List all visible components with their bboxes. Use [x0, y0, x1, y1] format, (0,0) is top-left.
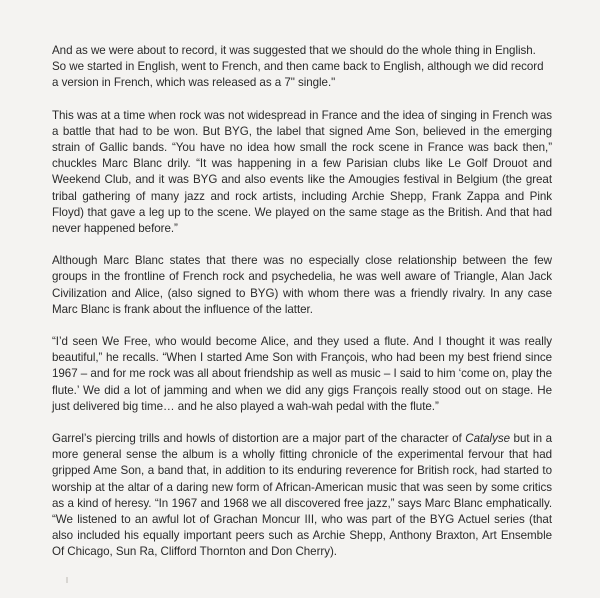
paragraph-flute-quote: “I’d seen We Free, who would become Alice, and they used a flute. And I thought it was really beautiful,” he recalls. “When I started Ame Son with François, who had been my best friend since 1967 – and for me rock was all about friendship as well as music – I said to him ‘come on, play the flute.’ We did a lot of jamming and when we did any gigs François really stood out on stage. He just delivered big time… and he also played a wah-wah pedal with the flute.” [52, 335, 552, 413]
catalyse-text-after: but in a more general sense the album is a wholly fitting chronicle of the experimental fervour that had gripped Ame Son, a band that, in addition to its enduring reverence for British rock, had started to worship at the altar of a daring new form of African-American music that was seen by some critics as a kind of heresy. “In 1967 and 1968 we all discovered free jazz,” says Marc Blanc emphatically. “We listened to an awful lot of Grachan Moncur III, who was part of the BYG Actuel series (that also included his equally important peers such as Archie Shepp, Anthony Braxton, Art Ensemble Of Chicago, Sun Ra, Clifford Thornton and Don Cherry). [52, 432, 552, 559]
paragraph-frontline-groups: Although Marc Blanc states that there was no especially close relationship between the few groups in the frontline of French rock and psychedelia, he was well aware of Triangle, Alan Jack Civilization and Alice, (also signed to BYG) with whom there was a friendly rivalry. In any case Marc Blanc is frank about the influence of the latter. [52, 254, 552, 316]
paragraph-catalyse [52, 431, 552, 561]
paragraph-recording-english: And as we were about to record, it was suggested that we should do the whole thing in English. So we started in English, went to French, and then came back to English, although we did record a version in French, which was released as a 7" single." [52, 44, 544, 90]
album-title-catalyse: Catalyse [465, 432, 510, 446]
paper-mark [66, 577, 68, 583]
article-body [52, 43, 552, 577]
paragraph-rock-in-france: This was at a time when rock was not widespread in France and the idea of singing in French was a battle that had to be won. But BYG, the label that signed Ame Son, believed in the emerging strain of Gallic bands. “You have no idea how small the rock scene in France was back then,” chuckles Marc Blanc drily. “It was happening in a few Parisian clubs like Le Golf Drouot and Weekend Club, and it was BYG and also events like the Amougies festival in Belgium (the great tribal gathering of many jazz and rock artists, including Archie Shepp, Frank Zappa and Pink Floyd) that gave a leg up to the scene. We played on the same stage as the British. And that had never happened before.” [52, 108, 552, 236]
catalyse-text-before: Garrel’s piercing trills and howls of distortion are a major part of the character of [52, 432, 466, 446]
